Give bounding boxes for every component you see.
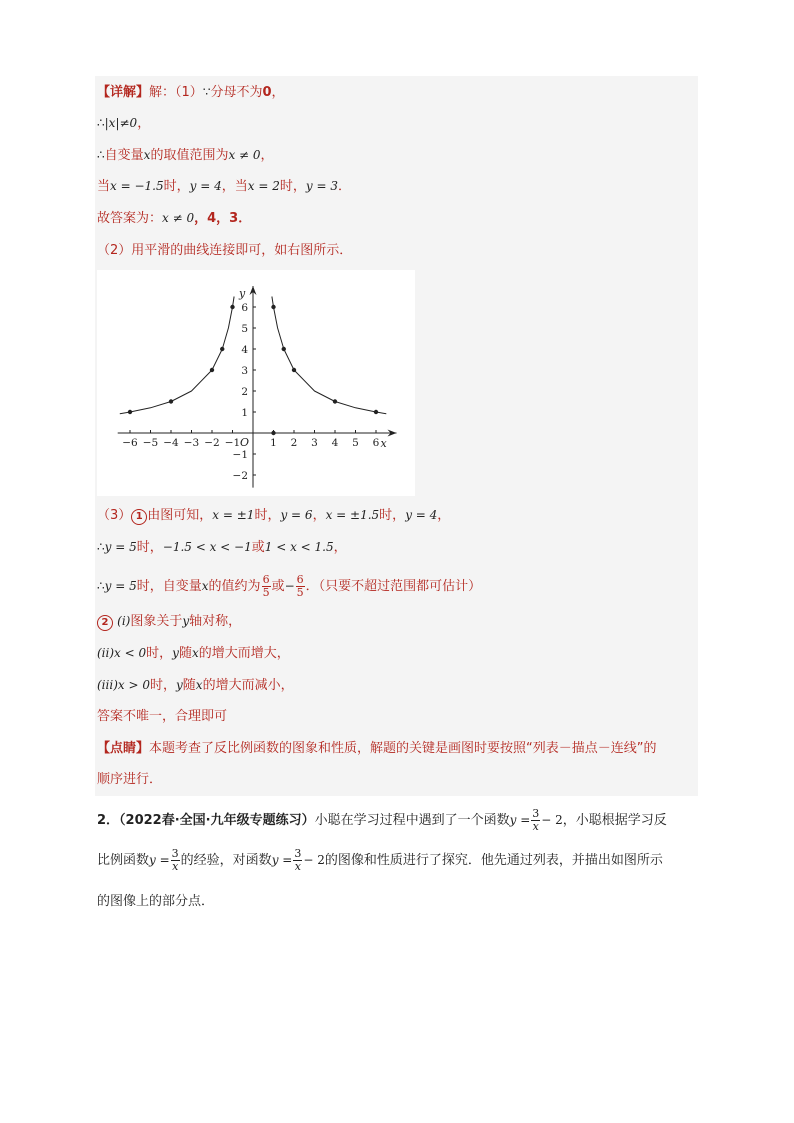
line4-end: ． [337,179,351,194]
interval-positive: 1 < x < 1.5 [264,540,334,554]
line4-sep: ，当 [221,179,248,194]
line4-shi2: 时， [279,179,306,194]
data-point [128,410,132,414]
roman-i: (i) [117,614,131,628]
var-y: y [182,614,190,628]
formula3-tail: − 2 [303,853,325,867]
line7-sep: ， [312,508,326,523]
formula2-lhs: y = [149,853,170,867]
answer-domain: x ≠ 0 [162,211,195,225]
formula1-tail: − 2 [541,813,563,827]
comment-text-2: 顺序进行． [97,772,163,787]
formula3-fraction: $\frac{3}{x}$ [294,847,302,873]
line12-text2: 的增大而减小， [202,678,294,693]
y-tick-label: 3 [241,365,248,377]
var-x: x [195,678,203,692]
line7-end: ， [437,508,451,523]
expr-y-3: y = 3 [305,179,338,193]
answer-label: 故答案为： [97,211,163,226]
y-tick-label: 4 [241,344,248,356]
solution-line-9 [97,574,481,599]
y-tick-label: −1 [232,449,248,461]
var-y: y [176,678,183,692]
expr-x-2: x = 2 [247,179,280,193]
var-x: x [201,579,209,593]
data-point [230,305,234,309]
expr-y-4b: y = 4 [405,508,438,522]
graph-svg [97,270,415,496]
part1-comma: ， [271,85,285,100]
x-tick-label: −6 [122,437,138,449]
line3-text2: 的取值范围为 [150,148,229,163]
circle-number-1: 1 [131,509,147,525]
line3-end: ， [260,148,274,163]
x-tick-label: 3 [311,437,318,449]
line4-shi: 时， [163,179,190,194]
line4-when: 当 [97,179,111,194]
question2-line-1 [97,808,707,833]
axes [118,286,397,488]
function-graph [97,270,415,496]
line2-end: ， [137,116,151,131]
line9-or: 或 [271,579,285,594]
solution-line-3 [97,146,274,165]
solution-line-13 [97,708,227,726]
expr-y-4: y = 4 [189,179,222,193]
question2-number: 2． [97,813,120,828]
therefore-symbol: ∴ [97,148,105,162]
question2-text-1: 小聪在学习过程中遇到了一个函数 [314,813,510,828]
line12-text: 随 [182,678,196,693]
solution-line-5 [97,209,251,228]
roman-ii: (ii) [97,646,115,660]
line8-shi: 时， [136,540,163,555]
line3-text: 自变量 [104,148,144,163]
expr-x-lt-0: x < 0 [114,646,147,660]
fraction-six-fifths: $\frac{6}{5}$ [262,573,270,599]
left-branch-curve [120,297,234,414]
data-point [220,347,224,351]
data-point [210,368,214,372]
because-symbol: ∵ [202,85,211,99]
line12-shi: 时， [149,678,176,693]
therefore-symbol: ∴ [97,579,105,593]
question2-text-2: 比例函数 [97,853,150,868]
formula3-lhs: y = [271,853,293,867]
y-tick-label: 5 [241,323,248,335]
line9-note: ．（只要不超过范围都可估计） [305,579,482,594]
solution-line-4 [97,177,351,196]
comment-line-1 [97,740,657,758]
jie-label: 解： [149,85,176,100]
line8-or: 或 [251,540,265,555]
solution-line-8 [97,538,347,557]
y-axis-label: y [239,287,246,300]
solution-line-12 [97,676,294,695]
x-tick-label: 6 [372,437,380,449]
line8-end: ， [333,540,347,555]
roman-iii: (iii) [97,678,118,692]
line7-text: 由图可知， [147,508,213,523]
formula1-fraction: $\frac{3}{x}$ [532,807,540,833]
tick-labels [122,287,387,482]
solution-line-10 [97,612,241,631]
comment-tag: 【点睛】 [97,741,150,756]
line11-shi: 时， [146,646,173,661]
answer-note: 答案不唯一，合理即可 [97,709,228,724]
line7-shi2: 时， [379,508,406,523]
x-tick-label: −2 [204,437,220,449]
interval-negative: −1.5 < x < −1 [162,540,252,554]
line10-text: 图象关于 [130,614,183,629]
x-tick-label: −4 [163,437,179,449]
x-tick-label: 4 [331,437,339,449]
var-y: y [172,646,179,660]
part1-text: 分母不为 [210,85,263,100]
comment-line-2 [97,771,162,789]
x-tick-label: −1 [224,437,241,449]
line7-shi: 时， [254,508,281,523]
solution-line-2 [97,114,150,133]
domain-expr: x ≠ 0 [228,148,261,162]
therefore-symbol: ∴ [97,540,105,554]
question2-text-3: 的图像上的部分点． [97,894,215,909]
solution-line-6 [97,242,352,260]
x-axis-label: x [380,437,387,450]
question2-line-3 [97,890,707,909]
line11-text2: 的增大而增大， [198,646,290,661]
data-point [333,399,337,403]
var-x: x [143,148,151,162]
line11-text: 随 [178,646,192,661]
minus-sign: − [284,579,295,593]
line10-text2: 轴对称， [189,614,242,629]
question2-source: （2022春·全国·九年级专题练习） [119,813,315,828]
y-tick-label: 2 [241,386,248,398]
part1-zero: 0 [262,85,272,100]
formula1-lhs: y = [509,813,531,827]
circle-number-2: 2 [97,615,113,631]
expr-x-pm1-5: x = ±1.5 [325,508,380,522]
part2-number: （2） [97,243,132,258]
x-tick-label: 2 [290,437,298,449]
question2-line-2 [97,848,707,873]
data-point [282,347,286,351]
part3-number: （3） [97,508,132,523]
fraction-neg-six-fifths: $\frac{6}{5}$ [296,573,304,599]
detail-tag: 【详解】 [97,85,150,100]
y-tick-label: −2 [232,470,248,482]
data-point [374,410,378,414]
answer-values: ，4，3． [194,211,252,226]
solution-line-7 [97,506,450,525]
line9-shi: 时，自变量 [136,579,202,594]
expr-x-pm1: x = ±1 [212,508,255,522]
abs-x-expr: |x|≠0 [104,116,138,130]
question2-text-2b: 的经验，对函数 [180,853,272,868]
solution-line-11 [97,644,290,663]
part2-text: 用平滑的曲线连接即可，如右图所示． [131,243,353,258]
var-x: x [191,646,199,660]
right-branch-curve [272,297,386,414]
formula2-fraction: $\frac{3}{x}$ [171,847,179,873]
expr-y-5b: y = 5 [104,579,137,593]
data-point [271,431,275,435]
comment-text-1: 本题考查了反比例函数的图象和性质，解题的关键是画图时要按照“列表－描点－连线”的 [149,741,657,756]
data-point [169,399,173,403]
x-tick-label: −3 [183,437,200,449]
data-point [271,305,275,309]
origin-label: O [239,436,249,449]
y-tick-label: 1 [241,407,248,419]
y-tick-label: 6 [241,302,248,314]
question2-text-1b: ，小聪根据学习反 [562,813,667,828]
x-tick-label: 5 [352,437,359,449]
expr-x-gt-0: x > 0 [117,678,150,692]
data-point [292,368,296,372]
expr-y-5: y = 5 [104,540,137,554]
x-tick-label: 1 [270,437,277,449]
part1-number: （1） [175,85,203,100]
question2-text-2c: 的图像和性质进行了探究．他先通过列表，并描出如图所示 [324,853,663,868]
expr-x-neg1-5: x = −1.5 [110,179,164,193]
x-tick-label: −5 [142,437,159,449]
solution-line-1 [97,83,285,102]
line9-text: 的值约为 [208,579,261,594]
therefore-symbol: ∴ [97,116,105,130]
expr-y-6: y = 6 [280,508,313,522]
